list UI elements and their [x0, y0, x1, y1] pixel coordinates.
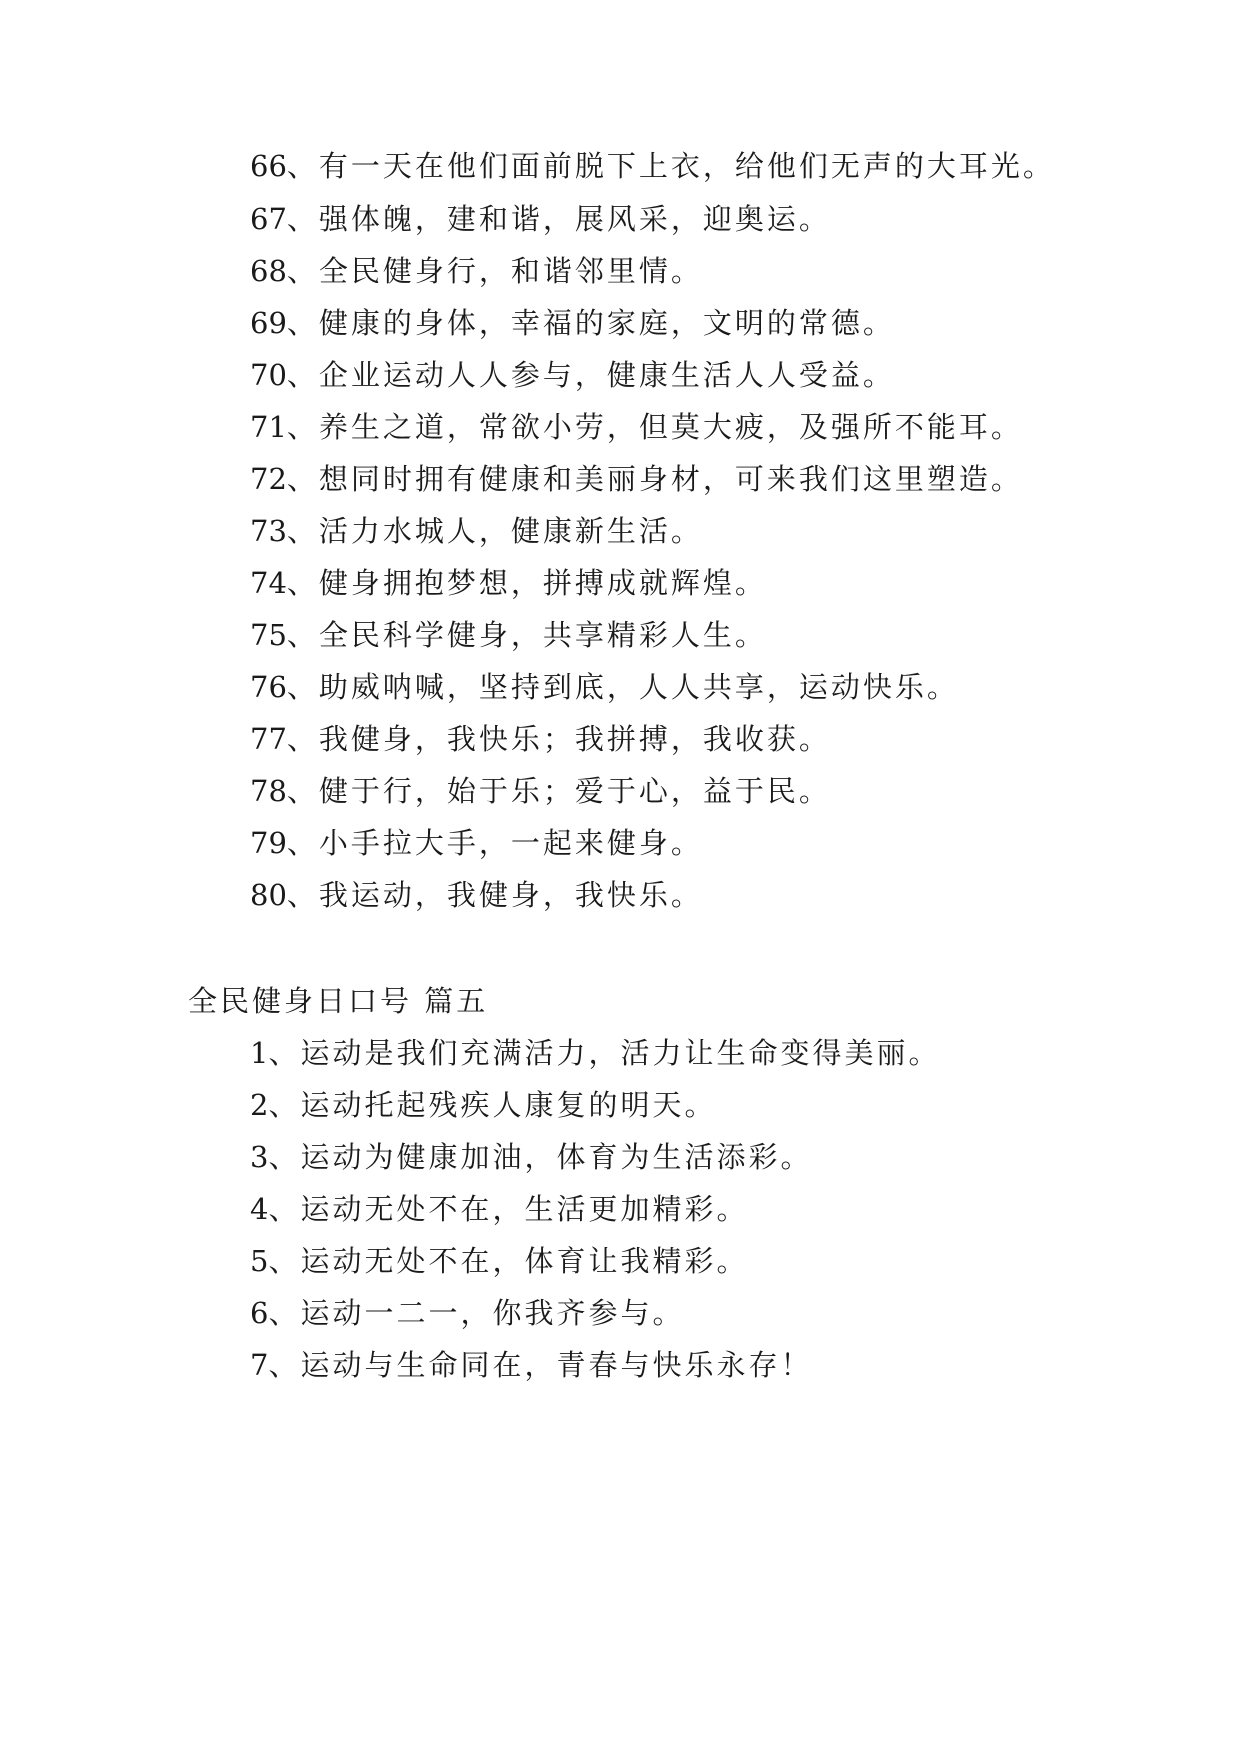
list-item: [250, 1088, 717, 1122]
item-number: 7: [250, 1348, 269, 1382]
list-item: [250, 722, 831, 756]
item-number: 6: [250, 1296, 269, 1330]
item-number: 67: [250, 202, 287, 236]
item-text: 、健于行，始于乐；爱于心，益于民。: [286, 774, 831, 808]
item-number: 3: [250, 1140, 269, 1174]
item-number: 74: [250, 566, 287, 600]
list-item: [250, 1036, 941, 1070]
list-item: [250, 254, 703, 288]
list-item: [250, 566, 767, 600]
item-number: 72: [250, 462, 287, 496]
list-item: [250, 826, 703, 860]
list-item: [250, 358, 895, 392]
list-item: [250, 306, 895, 340]
item-number: 1: [250, 1036, 269, 1070]
list-item: [250, 1140, 813, 1174]
list-item: [250, 1296, 685, 1330]
item-number: 78: [250, 774, 287, 808]
item-number: 68: [250, 254, 287, 288]
item-text: 、养生之道，常欲小劳，但莫大疲，及强所不能耳。: [286, 410, 1023, 444]
list-item: [250, 514, 703, 548]
item-text: 、运动无处不在，生活更加精彩。: [268, 1192, 749, 1226]
item-text: 、想同时拥有健康和美丽身材，可来我们这里塑造。: [286, 462, 1023, 496]
item-text: 、运动一二一，你我齐参与。: [268, 1296, 685, 1330]
list-item: [250, 410, 1023, 444]
item-text: 、我健身，我快乐；我拼搏，我收获。: [286, 722, 831, 756]
item-text: 、健康的身体，幸福的家庭，文明的常德。: [286, 306, 895, 340]
list-item: [250, 202, 831, 236]
item-number: 66: [250, 149, 287, 183]
item-text: 、运动为健康加油，体育为生活添彩。: [268, 1140, 813, 1174]
item-text: 、小手拉大手，一起来健身。: [286, 826, 703, 860]
list-item: [250, 670, 959, 704]
item-text: 、活力水城人，健康新生活。: [286, 514, 703, 548]
item-text: 、运动无处不在，体育让我精彩。: [268, 1244, 749, 1278]
list-item: [250, 149, 1055, 183]
list-item: [250, 1244, 749, 1278]
section-heading: 全民健身日口号 篇五: [188, 984, 489, 1018]
item-number: 77: [250, 722, 287, 756]
item-text: 、运动托起残疾人康复的明天。: [268, 1088, 717, 1122]
item-number: 70: [250, 358, 287, 392]
list-item: [250, 1348, 813, 1382]
item-number: 4: [250, 1192, 269, 1226]
item-text: 、运动是我们充满活力，活力让生命变得美丽。: [268, 1036, 941, 1070]
list-item: [250, 1192, 749, 1226]
item-text: 、助威呐喊，坚持到底，人人共享，运动快乐。: [286, 670, 959, 704]
item-text: 、健身拥抱梦想，拼搏成就辉煌。: [286, 566, 767, 600]
item-text: 、我运动，我健身，我快乐。: [286, 878, 703, 912]
item-number: 5: [250, 1244, 269, 1278]
item-number: 69: [250, 306, 287, 340]
item-text: 、强体魄，建和谐，展风采，迎奥运。: [286, 202, 831, 236]
item-text: 、全民健身行，和谐邻里情。: [286, 254, 703, 288]
list-item: [250, 618, 767, 652]
item-text: 、运动与生命同在，青春与快乐永存！: [268, 1348, 813, 1382]
item-number: 79: [250, 826, 287, 860]
list-item: [250, 774, 831, 808]
item-number: 2: [250, 1088, 269, 1122]
item-number: 75: [250, 618, 287, 652]
item-number: 80: [250, 878, 287, 912]
item-number: 71: [250, 410, 287, 444]
item-number: 76: [250, 670, 287, 704]
item-number: 73: [250, 514, 287, 548]
item-text: 、全民科学健身，共享精彩人生。: [286, 618, 767, 652]
list-item: [250, 878, 703, 912]
list-item: [250, 462, 1023, 496]
item-text: 、有一天在他们面前脱下上衣，给他们无声的大耳光。: [286, 149, 1055, 183]
item-text: 、企业运动人人参与，健康生活人人受益。: [286, 358, 895, 392]
